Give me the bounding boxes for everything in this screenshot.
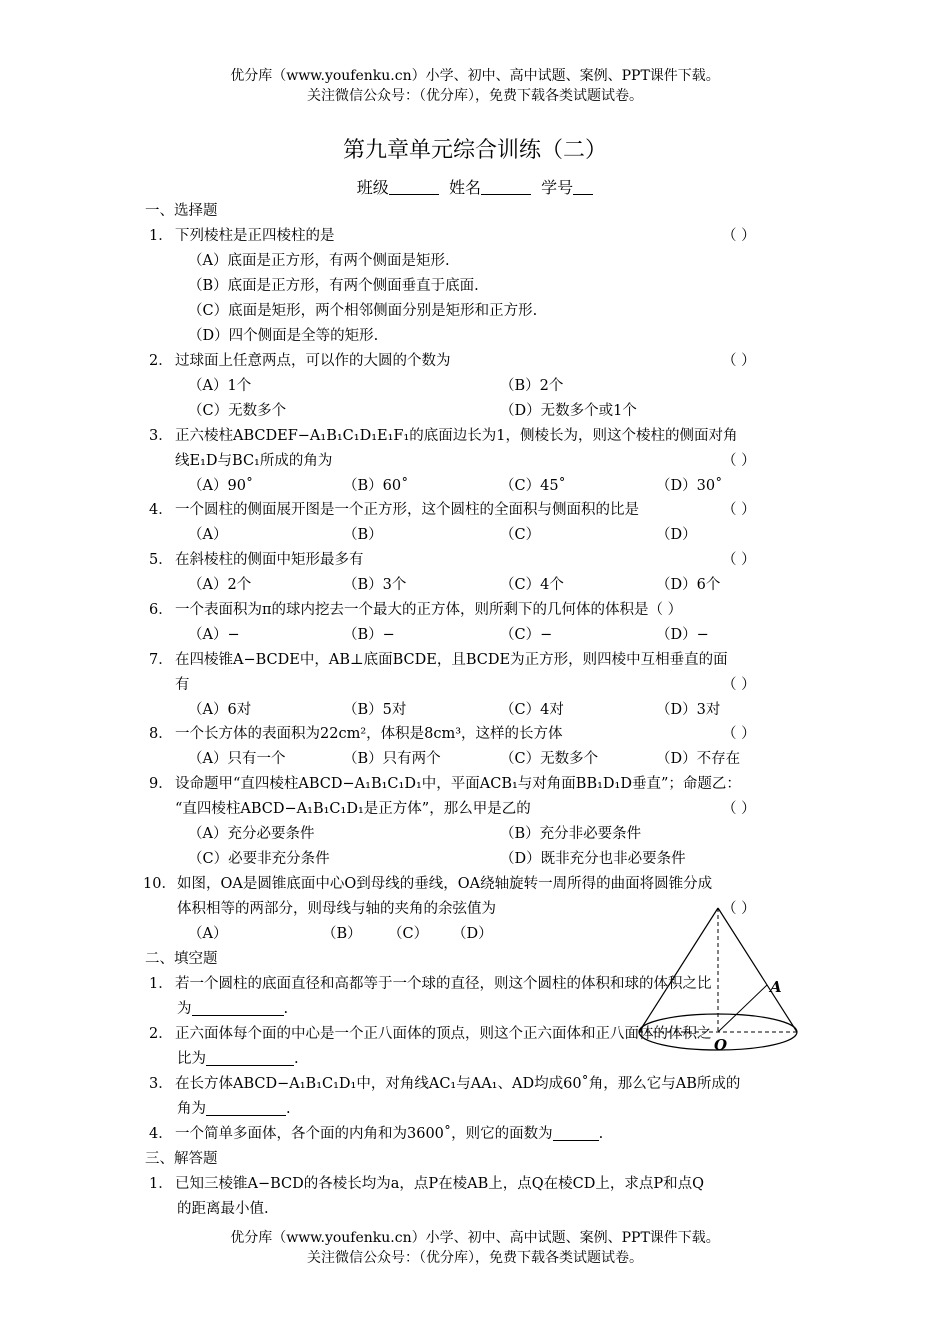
section-fill-heading: 二、填空题 [145,951,218,967]
q7-answer-paren: （ ） [722,677,756,693]
f4-end: . [598,1126,604,1142]
section-solve-heading: 三、解答题 [145,1151,218,1167]
class-blank [389,178,439,195]
f2-number: 2． [149,1026,173,1042]
q8-option-b: （B）只有两个 [343,751,441,767]
q1-number: 1． [149,228,173,244]
f4-answer-blank [553,1125,599,1141]
q4-number: 4． [149,502,173,518]
q10-option-c: （C） [388,926,429,942]
q3-option-c: （C）45˚ [500,478,566,494]
header-line-1: 优分库（www.youfenku.cn）小学、初中、高中试题、案例、PPT课件下载。 [230,68,720,84]
q6-option-a: （A）− [188,627,240,643]
f1-text-line-1: 若一个圆柱的底面直径和高都等于一个球的直径，则这个圆柱的体积和球的体积之比 [175,976,712,992]
q10-option-b: （B） [322,926,362,942]
q8-answer-paren: （ ） [722,726,756,742]
id-label: 学号 [541,178,574,197]
q3-number: 3． [149,428,173,444]
f3-text-line-2 [177,1099,291,1119]
q4-option-a: （A） [188,527,228,543]
f1-text-line-2 [177,999,288,1019]
q3-stem-line-2: 线E₁D与BC₁所成的角为 [175,453,333,469]
f4-text-line [175,1124,603,1144]
q5-stem: 在斜棱柱的侧面中矩形最多有 [175,552,364,568]
q10-option-a: （A） [188,926,228,942]
f2-answer-blank [206,1050,294,1066]
f3-answer-blank [206,1100,286,1116]
cone-left-generatrix [639,908,718,1032]
cone-figure [630,895,810,1060]
q5-option-b: （B）3个 [343,577,407,593]
f1-number: 1． [149,976,173,992]
q4-option-b: （B） [343,527,383,543]
q5-number: 5． [149,552,173,568]
f2-text-line-2 [177,1049,299,1069]
q2-stem: 过球面上任意两点，可以作的大圆的个数为 [175,353,451,369]
q6-option-c: （C）− [500,627,553,643]
q10-stem-line-1: 如图，OA是圆锥底面中心O到母线的垂线，OA绕轴旋转一周所得的曲面将圆锥分成 [177,876,713,892]
class-label: 班级 [356,178,389,197]
f1-end: . [283,1001,289,1017]
q9-answer-paren: （ ） [722,801,756,817]
f2-end: . [294,1051,299,1067]
q9-option-a: （A）充分必要条件 [188,826,315,842]
q10-answer-paren: （ ） [722,901,756,917]
q7-stem-line-2: 有 [175,677,190,693]
q9-option-c: （C）必要非充分条件 [188,851,330,867]
q1-option-d: （D）四个侧面是全等的矩形. [188,328,379,344]
q9-number: 9． [149,776,173,792]
q3-option-a: （A）90˚ [188,478,254,494]
q8-stem: 一个长方体的表面积为22cm²，体积是8cm³，这样的长方体 [175,726,563,742]
q4-answer-paren: （ ） [722,502,756,518]
q2-option-d: （D）无数多个或1个 [500,403,637,419]
f4-number: 4． [149,1126,173,1142]
s1-text-line-2: 的距离最小值. [177,1201,269,1217]
q4-option-c: （C） [500,527,541,543]
q7-option-b: （B）5对 [343,702,407,718]
f3-end: . [286,1101,291,1117]
q2-answer-paren: （ ） [722,353,756,369]
q7-number: 7． [149,652,173,668]
q6-number: 6． [149,602,173,618]
q1-stem: 下列棱柱是正四棱柱的是 [175,228,335,244]
q3-answer-paren: （ ） [722,453,756,469]
q3-stem-line-1: 正六棱柱ABCDEF−A₁B₁C₁D₁E₁F₁的底面边长为1，侧棱长为，则这个棱柱的侧面对角 [175,428,738,444]
q5-answer-paren: （ ） [722,552,756,568]
q6-stem: 一个表面积为π的球内挖去一个最大的正方体，则所剩下的几何体的体积是（ ） [175,602,683,618]
q2-number: 2． [149,353,173,369]
q6-option-b: （B）− [343,627,395,643]
footer-line-2: 关注微信公众号：（优分库），免费下载各类试题试卷。 [307,1250,643,1266]
q4-option-d: （D） [656,527,697,543]
q8-option-d: （D）不存在 [656,751,741,767]
id-blank [573,178,593,195]
student-info-line [0,175,950,198]
q1-option-c: （C）底面是矩形，两个相邻侧面分别是矩形和正方形. [188,303,538,319]
q9-stem-line-2: “直四棱柱ABCD−A₁B₁C₁D₁是正方体”，那么甲是乙的 [175,801,531,817]
q8-number: 8． [149,726,173,742]
q5-option-d: （D）6个 [656,577,721,593]
cone-right-generatrix [718,908,797,1032]
q1-option-a: （A）底面是正方形，有两个侧面是矩形. [188,253,450,269]
f2-text-line-1: 正六面体每个面的中心是一个正八面体的顶点，则这个正六面体和正八面体的体积之 [175,1026,712,1042]
q7-option-d: （D）3对 [656,702,721,718]
f3-number: 3． [149,1076,173,1092]
q9-stem-line-1: 设命题甲“直四棱柱ABCD−A₁B₁C₁D₁中，平面ACB₁与对角面BB₁D₁D垂直”；命题乙： [175,776,741,792]
f3-lead: 角为 [177,1101,206,1117]
q2-option-a: （A）1个 [188,378,252,394]
q10-option-d: （D） [452,926,493,942]
label-a: A [770,978,782,996]
q5-option-c: （C）4个 [500,577,564,593]
section-choice-heading: 一、选择题 [145,203,218,219]
q2-option-c: （C）无数多个 [188,403,287,419]
f4-lead: 一个简单多面体，各个面的内角和为3600˚，则它的面数为 [175,1126,553,1142]
f1-lead: 为 [177,1001,192,1017]
q8-option-a: （A）只有一个 [188,751,286,767]
f2-lead: 比为 [177,1051,206,1067]
q4-stem: 一个圆柱的侧面展开图是一个正方形，这个圆柱的全面积与侧面积的比是 [175,502,639,518]
name-blank [481,178,531,195]
name-label: 姓名 [448,178,481,197]
q10-number: 10． [143,876,176,892]
cone-perpendicular-oa [718,985,767,1032]
q6-option-d: （D）− [656,627,709,643]
q3-option-d: （D）30˚ [656,478,723,494]
q2-option-b: （B）2个 [500,378,564,394]
q7-option-c: （C）4对 [500,702,564,718]
q9-option-b: （B）充分非必要条件 [500,826,642,842]
q8-option-c: （C）无数多个 [500,751,599,767]
q7-stem-line-1: 在四棱锥A−BCDE中，AB⊥底面BCDE，且BCDE为正方形，则四棱中互相垂直的面 [175,652,728,668]
header-line-2: 关注微信公众号：（优分库），免费下载各类试题试卷。 [307,88,643,104]
q5-option-a: （A）2个 [188,577,252,593]
f1-answer-blank [192,1000,284,1016]
s1-text-line-1: 已知三棱锥A−BCD的各棱长均为a，点P在棱AB上，点Q在棱CD上，求点P和点Q [175,1176,705,1192]
q1-answer-paren: （ ） [722,228,756,244]
q7-option-a: （A）6对 [188,702,252,718]
s1-number: 1． [149,1176,173,1192]
q10-stem-line-2: 体积相等的两部分，则母线与轴的夹角的余弦值为 [177,901,496,917]
q9-option-d: （D）既非充分也非必要条件 [500,851,686,867]
f3-text-line-1: 在长方体ABCD−A₁B₁C₁D₁中，对角线AC₁与AA₁、AD均成60˚角，那么它与AB所成的 [175,1076,741,1092]
page-title: 第九章单元综合训练（二） [342,138,607,163]
q1-option-b: （B）底面是正方形，有两个侧面垂直于底面. [188,278,479,294]
q3-option-b: （B）60˚ [343,478,409,494]
footer-line-1: 优分库（www.youfenku.cn）小学、初中、高中试题、案例、PPT课件下载。 [230,1230,720,1246]
label-o: O [714,1036,728,1054]
